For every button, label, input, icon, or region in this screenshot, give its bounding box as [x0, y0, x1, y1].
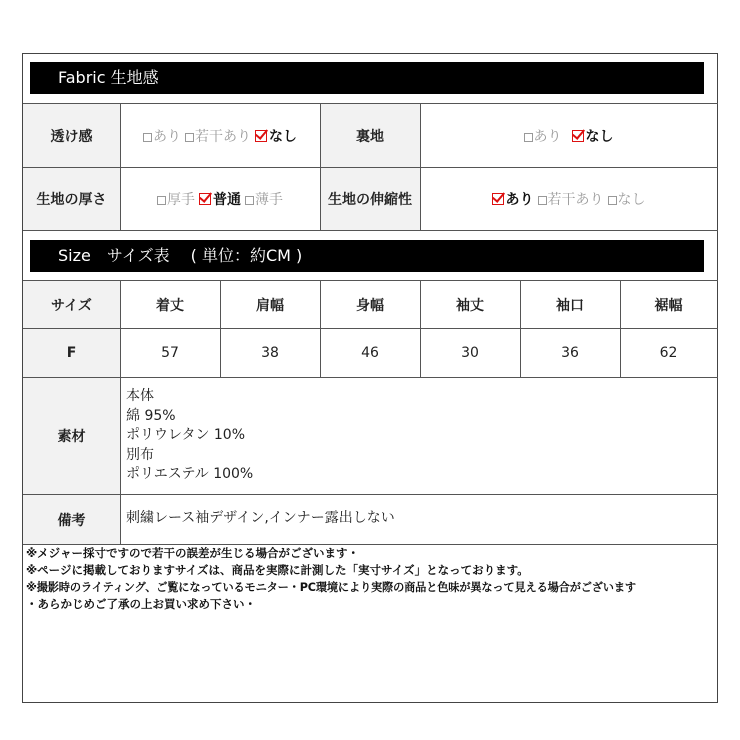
material-label: 素材 [23, 378, 120, 494]
size-row-label: F [23, 329, 120, 377]
option-thickness-thin[interactable]: 薄手 [245, 189, 283, 209]
material-line: 綿 95% [126, 407, 176, 424]
divider [420, 280, 421, 378]
stretch-options [420, 168, 717, 230]
option-transparency-slight[interactable]: 若干あり [185, 126, 251, 146]
option-stretch-ari[interactable]: あり [492, 189, 534, 209]
thickness-options [120, 168, 320, 230]
divider [23, 167, 718, 168]
remarks-label: 備考 [23, 495, 120, 544]
checkbox-checked-icon [572, 130, 584, 142]
transparency-label: 透け感 [23, 104, 120, 167]
note-line: ※撮影時のライティング、ご覧になっているモニター・PC環境により実際の商品と色味が異なって見える場合がございます [26, 581, 636, 594]
note-line: ※ページに掲載しておりますサイズは、商品を実際に計測した「実寸サイズ」となっております。 [26, 563, 529, 577]
remarks-text: 刺繍レース袖デザイン,インナー露出しない [126, 510, 395, 526]
divider [23, 328, 718, 329]
divider [120, 280, 121, 545]
size-value-width: 46 [361, 345, 379, 361]
option-lining-none[interactable]: なし [572, 126, 614, 146]
divider [320, 103, 321, 231]
checkbox-empty-icon [524, 133, 533, 142]
checkbox-empty-icon [245, 196, 254, 205]
option-stretch-none[interactable]: なし [608, 189, 646, 209]
size-header-sleeve: 袖丈 [420, 281, 520, 328]
transparency-options [120, 104, 320, 167]
checkbox-empty-icon [538, 196, 547, 205]
material-line: ポリウレタン 10% [126, 427, 246, 443]
material-line: ポリエステル 100% [126, 466, 254, 482]
size-value-cuff: 36 [561, 345, 579, 361]
option-transparency-ari[interactable]: あり [143, 126, 181, 146]
divider [620, 280, 621, 378]
checkbox-checked-icon [199, 193, 211, 205]
divider [420, 103, 421, 231]
size-section-header: Size サイズ表 ( 単位：約CM ) [30, 240, 704, 272]
divider [520, 280, 521, 378]
option-lining-ari[interactable]: あり [524, 126, 562, 146]
option-thickness-thick[interactable]: 厚手 [157, 189, 195, 209]
size-header-hem: 裾幅 [620, 281, 717, 328]
divider [23, 103, 718, 104]
option-transparency-none[interactable]: なし [255, 126, 297, 146]
checkbox-empty-icon [143, 133, 152, 142]
lining-label: 裏地 [320, 104, 420, 167]
thickness-label: 生地の厚さ [23, 168, 120, 230]
size-header-shoulder: 肩幅 [220, 281, 320, 328]
divider [320, 280, 321, 378]
option-stretch-slight[interactable]: 若干あり [538, 189, 604, 209]
checkbox-checked-icon [255, 130, 267, 142]
size-value-hem: 62 [659, 345, 678, 361]
divider [23, 230, 718, 231]
checkbox-empty-icon [608, 196, 617, 205]
divider [23, 377, 718, 378]
material-content [126, 387, 253, 485]
divider [220, 280, 221, 378]
option-thickness-normal[interactable]: 普通 [199, 189, 241, 209]
checkbox-empty-icon [185, 133, 194, 142]
divider [23, 494, 718, 495]
stretch-label: 生地の伸縮性 [320, 168, 420, 230]
divider [23, 280, 718, 281]
size-header-width: 身幅 [320, 281, 420, 328]
size-value-shoulder: 38 [261, 345, 279, 361]
size-header-size: サイズ [23, 281, 120, 328]
size-value-length: 57 [161, 345, 179, 361]
checkbox-empty-icon [157, 196, 166, 205]
size-header-length: 着丈 [120, 281, 220, 328]
lining-options [420, 104, 717, 167]
fabric-section-header: Fabric 生地感 [30, 62, 704, 94]
material-line: 本体 [126, 388, 154, 404]
divider [120, 103, 121, 231]
size-header-cuff: 袖口 [520, 281, 620, 328]
note-line: ※メジャー採寸ですので若干の誤差が生じる場合がございます・ [26, 546, 359, 560]
size-value-sleeve: 30 [461, 345, 479, 361]
note-line: ・あらかじめご了承の上お買い求め下さい・ [26, 597, 256, 611]
material-line: 別布 [126, 446, 154, 463]
checkbox-checked-icon [492, 193, 504, 205]
